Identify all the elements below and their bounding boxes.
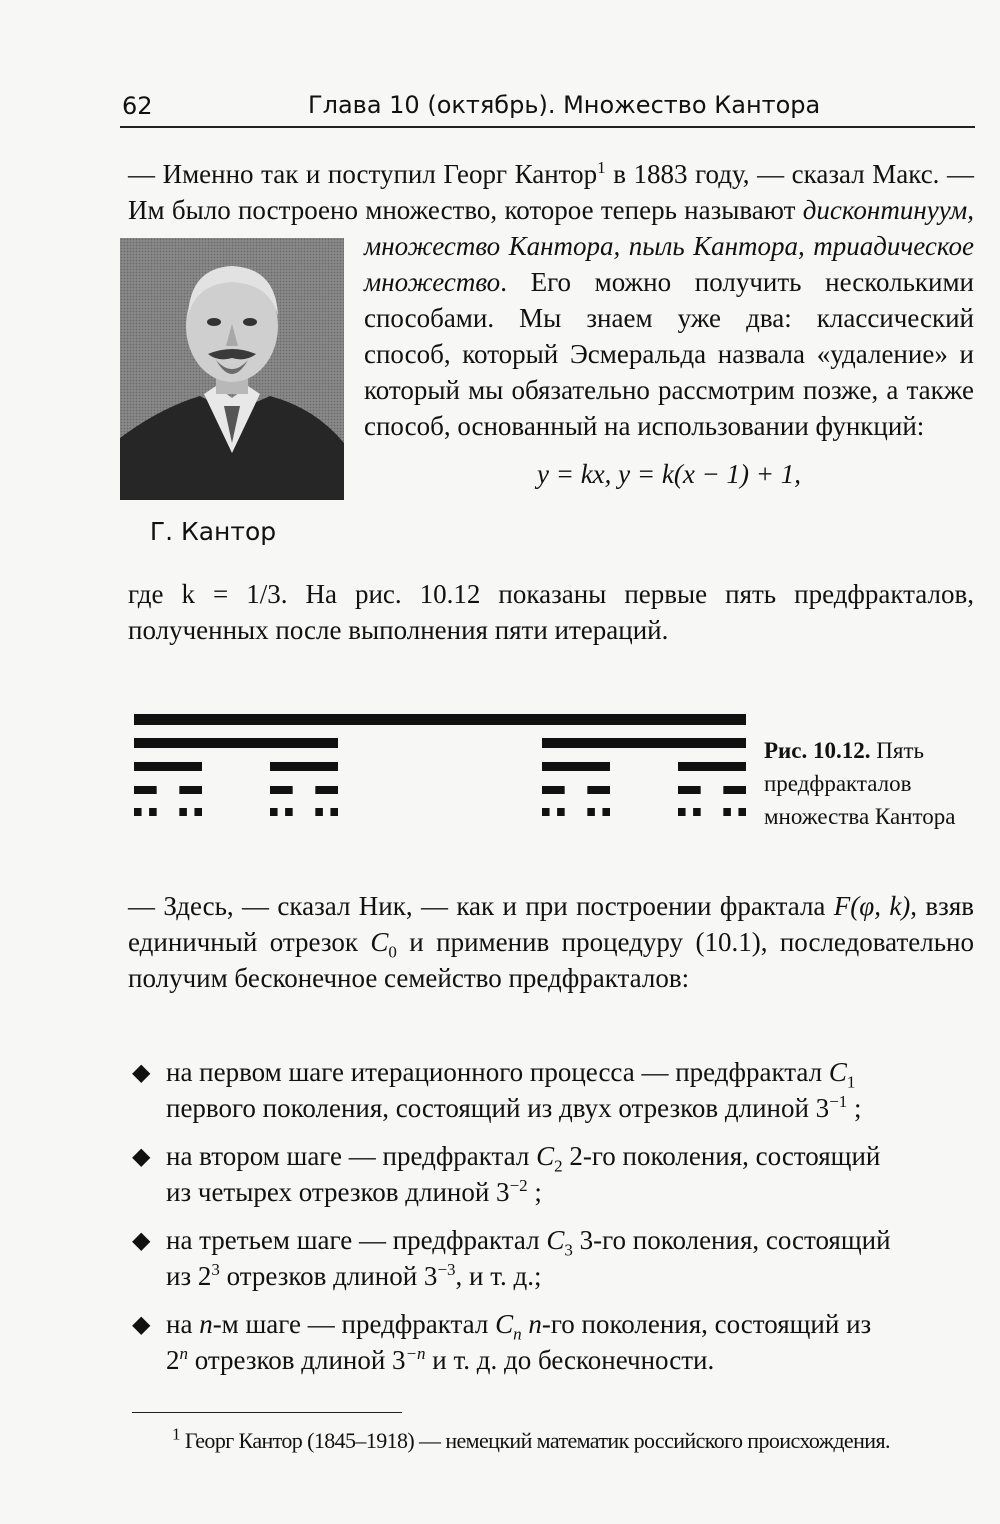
cantor-segment-level-3 <box>134 786 157 794</box>
formula: y = kx, y = k(x − 1) + 1, <box>536 459 801 489</box>
list-item-text: 2 <box>166 1345 180 1375</box>
cantor-segment-level-3 <box>542 786 565 794</box>
cantor-segment-level-3 <box>315 786 338 794</box>
cantor-segment-level-2 <box>134 762 202 771</box>
footnote-text: Георг Кантор (1845–1918) — немецкий математик российского происхождения. <box>184 1428 890 1453</box>
cantor-segment-level-3 <box>723 786 746 794</box>
list-item-text: отрезков длиной 3 <box>219 1261 438 1291</box>
segment-symbol: C <box>370 927 389 957</box>
list-item <box>130 1306 976 1378</box>
cantor-segment-level-4 <box>678 808 686 816</box>
intro-text-c: . Его можно получить несколькими способами. Мы знаем уже два: классический способ, который Эсмеральда назвала «удаление» и который мы обязательно рассмотрим позже, а также способ, основанный на использовании функций: <box>364 267 974 441</box>
cantor-segment-level-0 <box>134 714 746 725</box>
cantor-segment-level-1 <box>134 738 338 748</box>
cantor-segment-level-4 <box>330 808 338 816</box>
cantor-segment-level-4 <box>270 808 278 816</box>
intro-text-a: — Именно так и поступил Георг Кантор <box>128 159 598 189</box>
cantor-set-diagram <box>132 706 752 846</box>
page-number: 62 <box>122 92 153 120</box>
list-item-text: из четырех отрезков длиной 3 <box>166 1177 510 1207</box>
cantor-segment-level-2 <box>542 762 610 771</box>
diamond-bullet-icon: ◆ <box>132 1060 151 1086</box>
cantor-segment-level-2 <box>270 762 338 771</box>
paragraph-2: где k = 1/3. На рис. 10.12 показаны первые пять предфракталов, полученных после выполнения пяти итераций. <box>128 579 974 645</box>
intro-paragraph <box>128 156 974 608</box>
exponent: −2 <box>509 1176 528 1195</box>
cantor-segment-level-3 <box>678 786 701 794</box>
function-notation: F(φ, k) <box>833 891 911 921</box>
diamond-bullet-icon: ◆ <box>132 1228 151 1254</box>
list-item-text: на первом шаге итерационного процесса — предфрактал <box>166 1057 829 1087</box>
cantor-segment-level-2 <box>678 762 746 771</box>
exponent: −1 <box>829 1092 848 1111</box>
cantor-figure <box>132 706 992 846</box>
paragraph-3 <box>128 888 974 996</box>
cantor-segment-level-3 <box>587 786 610 794</box>
cantor-segment-level-4 <box>542 808 550 816</box>
list-item <box>130 1138 976 1210</box>
cantor-segment-level-1 <box>542 738 746 748</box>
cantor-segment-level-4 <box>738 808 746 816</box>
list-item-text: на втором шаге — предфрактал <box>166 1141 537 1171</box>
exponent: −n <box>405 1344 426 1363</box>
figure-label: Рис. 10.12. <box>764 738 871 763</box>
cantor-segment-level-4 <box>179 808 187 816</box>
list-item-text: , и т. д.; <box>455 1261 542 1291</box>
prefractal-subscript: 1 <box>846 1072 856 1092</box>
prefractal-subscript: 2 <box>554 1156 563 1176</box>
prefractal-symbol: C <box>828 1057 847 1087</box>
cantor-segment-level-4 <box>134 808 142 816</box>
prefractal-symbol: C <box>495 1309 514 1339</box>
prefractal-subscript: n <box>513 1324 522 1344</box>
page-header <box>120 88 975 128</box>
portrait-caption: Г. Кантор <box>149 517 277 546</box>
exponent: 3 <box>211 1260 220 1279</box>
prefractal-symbol: C <box>536 1141 555 1171</box>
cantor-segment-level-3 <box>179 786 202 794</box>
list-item-text: -м шаге — предфрактал <box>212 1309 496 1339</box>
para3-text-c: и применив процедуру (10.1), последовательно получим бесконечное семейство предфракталов: <box>128 927 974 993</box>
exponent: −3 <box>437 1260 456 1279</box>
para3-text-a: — Здесь, — сказал Ник, — как и при построении фрактала <box>128 891 834 921</box>
list-item-text: 3-го поколения, состоящий <box>572 1225 891 1255</box>
diamond-bullet-icon: ◆ <box>132 1312 151 1338</box>
intro-text-b: в 1883 году, — сказал Макс. — Им было построено множество, которое теперь называют <box>128 159 974 225</box>
variable-n: n <box>199 1309 213 1339</box>
cantor-segment-level-4 <box>602 808 610 816</box>
list-item-text: первого поколения, состоящий из двух отрезков длиной 3 <box>166 1093 830 1123</box>
list-item-text: -го поколения, состоящий из <box>541 1309 872 1339</box>
chapter-title: Глава 10 (октябрь). Множество Кантора <box>308 91 821 119</box>
list-item-text: ; <box>527 1177 542 1207</box>
figure-caption <box>764 734 994 833</box>
cantor-segment-level-4 <box>149 808 157 816</box>
portrait-illustration <box>120 238 344 500</box>
list-item-line2 <box>166 1174 976 1210</box>
list-item-text: на <box>166 1309 200 1339</box>
cantor-segment-level-4 <box>693 808 701 816</box>
figure-caption-text: Пять предфракталов множества Кантора <box>764 738 956 829</box>
list-item-text: 2-го поколения, состоящий <box>562 1141 881 1171</box>
diamond-bullet-icon: ◆ <box>132 1144 151 1170</box>
list-item-text: из 2 <box>166 1261 212 1291</box>
list-item-text: ; <box>847 1093 862 1123</box>
footnote <box>172 1424 982 1454</box>
cantor-segment-level-3 <box>270 786 293 794</box>
exponent: n <box>179 1344 188 1363</box>
list-item-text: на третьем шаге — предфрактал <box>166 1225 547 1255</box>
footnote-ref: 1 <box>597 158 606 177</box>
cantor-segment-level-4 <box>723 808 731 816</box>
list-item <box>130 1222 976 1294</box>
cantor-segment-level-4 <box>315 808 323 816</box>
prefractal-symbol: C <box>546 1225 565 1255</box>
footnote-mark: 1 <box>172 1424 180 1444</box>
segment-subscript: 0 <box>388 942 397 962</box>
iteration-list <box>130 1054 976 1390</box>
cantor-portrait-image <box>120 238 344 500</box>
portrait-figure <box>120 238 346 608</box>
list-item-line2 <box>166 1090 976 1126</box>
list-item-text: отрезков длиной 3 <box>188 1345 406 1375</box>
list-item-text: и т. д. до бесконечности. <box>425 1345 715 1375</box>
list-item-line2 <box>166 1258 976 1294</box>
cantor-segment-level-4 <box>557 808 565 816</box>
footnote-divider <box>132 1412 402 1413</box>
cantor-set-names: дисконтинуум, множество Кантора, пыль Кантора, триадическое множество <box>364 195 974 297</box>
cantor-segment-level-4 <box>587 808 595 816</box>
list-item <box>130 1054 976 1126</box>
prefractal-subscript: 3 <box>564 1240 573 1260</box>
cantor-segment-level-4 <box>285 808 293 816</box>
variable-n: n <box>528 1309 542 1339</box>
list-item-line2 <box>166 1342 976 1378</box>
para3-text-b: , взяв единичный отрезок <box>128 891 974 957</box>
cantor-segment-level-4 <box>194 808 202 816</box>
